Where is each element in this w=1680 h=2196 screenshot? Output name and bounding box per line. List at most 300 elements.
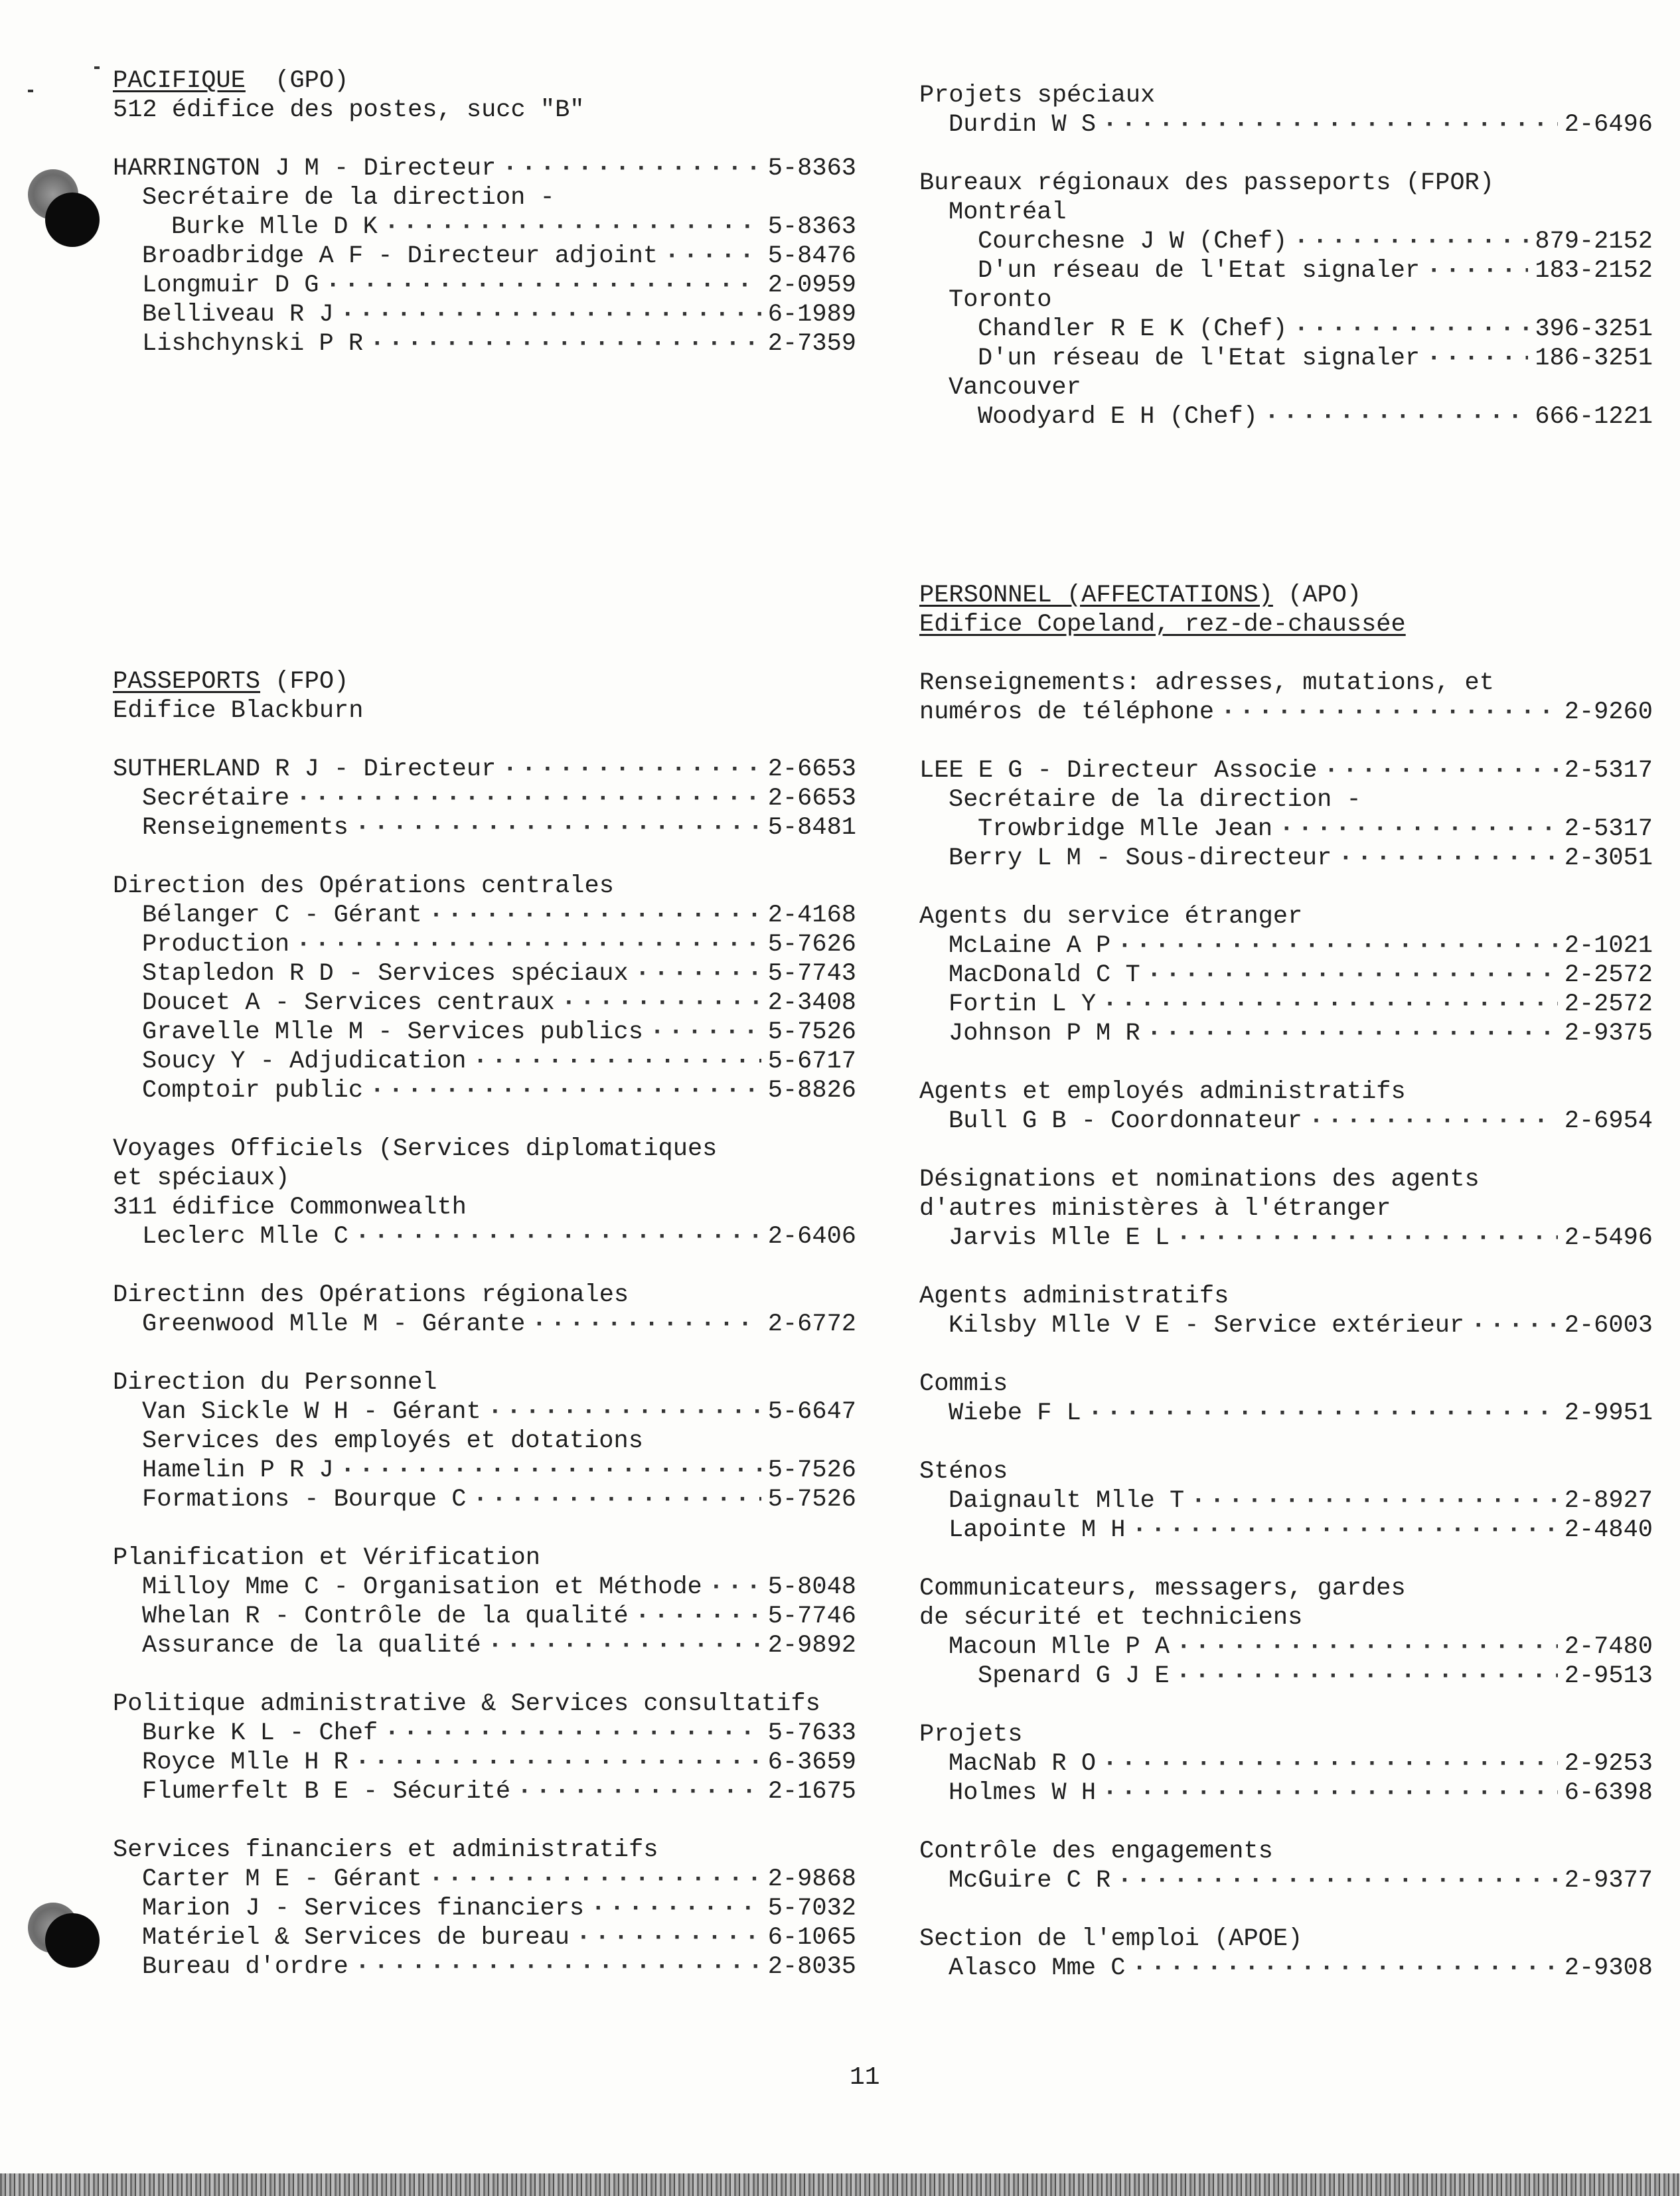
dot-leader (370, 329, 761, 358)
dot-leader (517, 1777, 761, 1806)
directory-subheading (919, 1457, 1653, 1486)
directory-subheading (919, 1603, 1653, 1632)
blank-line (919, 1895, 1653, 1924)
directory-subheading (113, 872, 856, 901)
directory-subheading (919, 668, 1653, 698)
dot-leader (370, 1076, 761, 1105)
entry-label: Woodyard E H (Chef) (978, 403, 1258, 431)
binder-hole-bottom (45, 1913, 100, 1968)
phone-extension: 879-2152 (1535, 228, 1653, 256)
phone-extension: 2-9513 (1564, 1662, 1653, 1690)
directory-subheading (919, 1924, 1653, 1954)
entry-label: Milloy Mme C - Organisation et Méthode (142, 1573, 702, 1601)
phone-extension: 5-7032 (767, 1895, 856, 1922)
phone-extension: 6-3659 (767, 1749, 856, 1776)
directory-entry (113, 1631, 856, 1660)
entry-label: Lishchynski P R (142, 330, 364, 358)
entry-label: Broadbridge A F - Directeur adjoint (142, 242, 658, 270)
directory-entry (113, 1485, 856, 1514)
entry-label: HARRINGTON J M - Directeur (113, 155, 496, 183)
entry-label: D'un réseau de l'Etat signaler (978, 345, 1420, 372)
phone-extension: 5-7743 (767, 960, 856, 988)
dot-leader (355, 1748, 761, 1777)
entry-label: Van Sickle W H - Gérant (142, 1398, 481, 1426)
blank-line (919, 1136, 1653, 1165)
directory-entry (919, 1019, 1653, 1048)
dot-leader (1088, 1399, 1558, 1428)
phone-extension: 5-8826 (767, 1077, 856, 1105)
entry-label: Politique administrative & Services consultatifs (113, 1690, 820, 1718)
blank-line (113, 1105, 856, 1135)
blank-line (113, 1806, 856, 1836)
entry-label: Alasco Mme C (949, 1954, 1126, 1982)
entry-label: Assurance de la qualité (142, 1632, 481, 1660)
entry-list (919, 81, 1653, 431)
directory-subheading (919, 1077, 1653, 1107)
blank-line (919, 1691, 1653, 1720)
dot-leader (1176, 1632, 1558, 1662)
entry-label: Commis (919, 1370, 1008, 1398)
dot-leader (1117, 931, 1558, 961)
phone-extension: 2-2572 (1564, 990, 1653, 1018)
entry-label: Fortin L Y (949, 990, 1097, 1018)
phone-extension: 5-7746 (767, 1603, 856, 1630)
entry-label: Wiebe F L (949, 1399, 1081, 1427)
directory-entry (113, 901, 856, 930)
phone-extension: 183-2152 (1535, 257, 1653, 285)
dot-leader (1294, 227, 1528, 256)
directory-entry (113, 1076, 856, 1105)
directory-subheading (113, 1135, 856, 1164)
dot-leader (355, 1952, 761, 1982)
section-heading (113, 66, 856, 96)
dot-leader (709, 1573, 761, 1602)
phone-extension: 5-8048 (767, 1573, 856, 1601)
phone-extension: 5-7526 (767, 1456, 856, 1484)
entry-label: Agents et employés administratifs (919, 1078, 1406, 1106)
directory-entry (113, 1748, 856, 1777)
entry-label: Formations - Bourque C (142, 1486, 467, 1514)
blank-line (113, 1251, 856, 1281)
directory-entry (113, 1865, 856, 1894)
dot-leader (1264, 402, 1528, 431)
directory-entry (113, 329, 856, 358)
entry-label: Communicateurs, messagers, gardes (919, 1575, 1406, 1603)
directory-entry (919, 344, 1653, 373)
phone-extension: 2-9951 (1564, 1399, 1653, 1427)
spacer (919, 639, 1653, 668)
blank-line (919, 727, 1653, 756)
phone-extension: 396-3251 (1535, 315, 1653, 343)
dot-leader (473, 1485, 761, 1514)
margin-mark (28, 90, 33, 92)
entry-label: 311 édifice Commonwealth (113, 1194, 467, 1221)
dot-leader (1132, 1954, 1557, 1983)
entry-list (113, 755, 856, 1982)
entry-label: Vancouver (949, 374, 1081, 402)
entry-label: Contrôle des engagements (919, 1838, 1273, 1865)
directory-entry (113, 271, 856, 300)
phone-extension: 2-4168 (767, 902, 856, 929)
dot-leader (635, 1602, 761, 1631)
phone-extension: 5-8476 (767, 242, 856, 270)
section-code: (APO) (1288, 582, 1362, 609)
page-number: 11 (850, 2063, 880, 2092)
directory-entry (113, 1222, 856, 1251)
entry-label: MacNab R O (949, 1750, 1097, 1778)
directory-entry (919, 1778, 1653, 1808)
phone-extension: 2-5496 (1564, 1224, 1653, 1252)
section-personnel-affectations (919, 581, 1653, 1983)
directory-entry (919, 1632, 1653, 1662)
entry-label: Voyages Officiels (Services diplomatiques (113, 1135, 718, 1163)
directory-entry (113, 1018, 856, 1047)
dot-leader (429, 901, 761, 930)
directory-entry (113, 1602, 856, 1631)
entry-label: Secrétaire de la direction - (949, 786, 1361, 814)
entry-label: Kilsby Mlle V E - Service extérieur (949, 1312, 1465, 1340)
dot-leader (1324, 756, 1558, 785)
directory-entry (919, 315, 1653, 344)
blank-line (919, 1048, 1653, 1077)
entry-label: Burke Mlle D K (171, 213, 378, 241)
dot-leader (591, 1894, 761, 1923)
phone-extension: 2-7480 (1564, 1633, 1653, 1661)
entry-label: Planification et Vérification (113, 1544, 540, 1572)
directory-subheading (113, 1543, 856, 1573)
phone-extension: 2-1675 (767, 1778, 856, 1806)
directory-subheading (919, 198, 1653, 227)
directory-entry (919, 1954, 1653, 1983)
dot-leader (502, 755, 761, 784)
dot-leader (1426, 256, 1528, 285)
entry-label: Burke K L - Chef (142, 1719, 378, 1747)
directory-entry (919, 1486, 1653, 1516)
section-code: (GPO) (275, 67, 349, 95)
directory-entry (113, 755, 856, 784)
entry-label: Doucet A - Services centraux (142, 989, 555, 1017)
entry-label: MacDonald C T (949, 961, 1140, 989)
entry-label: D'un réseau de l'Etat signaler (978, 257, 1420, 285)
entry-label: Royce Mlle H R (142, 1749, 348, 1776)
directory-subheading (919, 1837, 1653, 1866)
dot-leader (532, 1310, 761, 1339)
dot-leader (355, 813, 761, 842)
entry-label: Whelan R - Contrôle de la qualité (142, 1603, 629, 1630)
directory-entry (113, 813, 856, 842)
entry-label: Courchesne J W (Chef) (978, 228, 1288, 256)
entry-label: Projets spéciaux (919, 82, 1156, 110)
blank-line (113, 1339, 856, 1368)
dot-leader (1117, 1866, 1558, 1895)
phone-extension: 2-2572 (1564, 961, 1653, 989)
entry-list (919, 668, 1653, 1983)
margin-mark (94, 66, 100, 69)
directory-entry (113, 930, 856, 959)
phone-extension: 5-7526 (767, 1486, 856, 1514)
directory-entry (919, 1399, 1653, 1428)
blank-line (919, 1808, 1653, 1837)
phone-extension: 2-3051 (1564, 844, 1653, 872)
entry-label: Carter M E - Gérant (142, 1865, 422, 1893)
entry-label: McLaine A P (949, 932, 1111, 960)
entry-label: Stapledon R D - Services spéciaux (142, 960, 629, 988)
entry-label: Marion J - Services financiers (142, 1895, 585, 1922)
phone-extension: 5-6717 (767, 1048, 856, 1075)
dot-leader (296, 930, 761, 959)
dot-leader (325, 271, 761, 300)
directory-entry (113, 300, 856, 329)
directory-subheading (919, 902, 1653, 931)
directory-subheading (113, 1836, 856, 1865)
directory-entry (919, 815, 1653, 844)
phone-extension: 5-8363 (767, 213, 856, 241)
entry-label: LEE E G - Directeur Associe (919, 757, 1318, 785)
entry-label: Renseignements (142, 814, 348, 842)
dot-leader (1309, 1107, 1558, 1136)
directory-entry (113, 242, 856, 271)
binder-hole-top (45, 193, 100, 247)
entry-label: Trowbridge Mlle Jean (978, 815, 1273, 843)
dot-leader (1103, 110, 1558, 139)
entry-label: Gravelle Mlle M - Services publics (142, 1018, 643, 1046)
dot-leader (1191, 1486, 1558, 1516)
dot-leader (1176, 1662, 1558, 1691)
phone-extension: 2-8927 (1564, 1487, 1653, 1515)
directory-subheading (919, 169, 1653, 198)
entry-label: Projets (919, 1721, 1023, 1749)
dot-leader (488, 1397, 761, 1427)
dot-leader (1338, 844, 1557, 873)
section-address: 512 édifice des postes, succ "B" (113, 96, 585, 124)
entry-label: Macoun Mlle P A (949, 1633, 1170, 1661)
directory-subheading (113, 183, 856, 212)
entry-label: Lapointe M H (949, 1516, 1126, 1544)
directory-entry (113, 784, 856, 813)
entry-label: Durdin W S (949, 111, 1097, 139)
dot-leader (1147, 1019, 1558, 1048)
directory-entry (113, 1310, 856, 1339)
directory-entry (919, 110, 1653, 139)
phone-extension: 2-3408 (767, 989, 856, 1017)
phone-extension: 2-5317 (1564, 815, 1653, 843)
dot-leader (1426, 344, 1528, 373)
blank-line (919, 1428, 1653, 1457)
spacer (113, 125, 856, 154)
phone-extension: 2-1021 (1564, 932, 1653, 960)
dot-leader (473, 1047, 761, 1076)
phone-extension: 186-3251 (1535, 345, 1653, 372)
directory-entry (113, 1456, 856, 1485)
directory-entry (113, 1894, 856, 1923)
directory-subheading (919, 1574, 1653, 1603)
phone-extension: 666-1221 (1535, 403, 1653, 431)
directory-entry (919, 1749, 1653, 1778)
directory-subheading (919, 285, 1653, 315)
directory-subheading (113, 1193, 856, 1222)
phone-extension: 2-0959 (767, 272, 856, 299)
entry-label: Greenwood Mlle M - Gérante (142, 1310, 526, 1338)
dot-leader (1176, 1223, 1558, 1253)
blank-line (919, 1253, 1653, 1282)
directory-entry (113, 1952, 856, 1982)
phone-extension: 2-9308 (1564, 1954, 1653, 1982)
entry-label: Johnson P M R (949, 1020, 1140, 1048)
directory-entry (113, 1397, 856, 1427)
phone-extension: 2-6772 (767, 1310, 856, 1338)
blank-line (113, 1660, 856, 1689)
directory-entry (919, 1311, 1653, 1340)
section-projets-speciaux (919, 81, 1653, 431)
directory-subheading (113, 1689, 856, 1719)
dot-leader (635, 959, 761, 988)
entry-label: Renseignements: adresses, mutations, et (919, 669, 1494, 697)
phone-extension: 2-9260 (1564, 698, 1653, 726)
directory-entry (113, 959, 856, 988)
dot-leader (1221, 698, 1558, 727)
phone-extension: 6-6398 (1564, 1779, 1653, 1807)
directory-entry (919, 1866, 1653, 1895)
blank-line (919, 1545, 1653, 1574)
entry-label: Agents du service étranger (919, 903, 1303, 931)
entry-label: de sécurité et techniciens (919, 1604, 1303, 1632)
directory-subheading (919, 1370, 1653, 1399)
entry-label: Direction du Personnel (113, 1369, 437, 1397)
entry-label: Belliveau R J (142, 301, 334, 329)
entry-label: d'autres ministères à l'étranger (919, 1195, 1391, 1223)
directory-entry (919, 844, 1653, 873)
directory-entry (919, 1107, 1653, 1136)
dot-leader (1294, 315, 1528, 344)
section-heading (919, 581, 1653, 610)
phone-extension: 2-8035 (767, 1953, 856, 1981)
phone-extension: 2-6954 (1564, 1107, 1653, 1135)
directory-entry (919, 990, 1653, 1019)
entry-label: Services financiers et administratifs (113, 1836, 658, 1864)
entry-label: Longmuir D G (142, 272, 319, 299)
section-title: PASSEPORTS (113, 668, 261, 696)
entry-label: Hamelin P R J (142, 1456, 334, 1484)
dot-leader (429, 1865, 761, 1894)
phone-extension: 5-7633 (767, 1719, 856, 1747)
section-pacifique (113, 66, 856, 358)
directory-subheading (113, 1164, 856, 1193)
dot-leader (1103, 990, 1558, 1019)
entry-label: Secrétaire (142, 785, 290, 813)
blank-line (113, 842, 856, 872)
directory-entry (113, 1719, 856, 1748)
entry-label: Production (142, 931, 290, 959)
phone-extension: 2-6003 (1564, 1312, 1653, 1340)
entry-label: Section de l'emploi (APOE) (919, 1925, 1303, 1953)
entry-label: Agents administratifs (919, 1283, 1229, 1310)
directory-entry (919, 931, 1653, 961)
phone-extension: 6-1065 (767, 1924, 856, 1952)
dot-leader (341, 300, 761, 329)
directory-subheading (919, 1720, 1653, 1749)
phone-extension: 2-9892 (767, 1632, 856, 1660)
entry-label: Comptoir public (142, 1077, 364, 1105)
entry-label: Directinn des Opérations régionales (113, 1281, 629, 1309)
directory-entry (113, 154, 856, 183)
entry-label: Holmes W H (949, 1779, 1097, 1807)
directory-entry (919, 402, 1653, 431)
directory-entry (113, 1923, 856, 1952)
dot-leader (502, 154, 761, 183)
entry-label: Bureaux régionaux des passeports (FPOR) (919, 169, 1494, 197)
directory-entry (919, 1223, 1653, 1253)
phone-extension: 2-9253 (1564, 1750, 1653, 1778)
entry-label: et spéciaux) (113, 1164, 290, 1192)
entry-label: McGuire C R (949, 1867, 1111, 1895)
phone-extension: 6-1989 (767, 301, 856, 329)
phone-extension: 2-6653 (767, 785, 856, 813)
entry-label: Sténos (919, 1458, 1008, 1486)
directory-subheading (919, 1282, 1653, 1311)
entry-label: Berry L M - Sous-directeur (949, 844, 1332, 872)
phone-extension: 2-7359 (767, 330, 856, 358)
spacer (113, 726, 856, 755)
entry-label: numéros de téléphone (919, 698, 1215, 726)
directory-entry (919, 1662, 1653, 1691)
dot-leader (384, 212, 761, 242)
section-passeports (113, 667, 856, 1982)
phone-extension: 2-6406 (767, 1223, 856, 1251)
dot-leader (1132, 1516, 1557, 1545)
section-title: PERSONNEL (AFFECTATIONS) (919, 582, 1273, 609)
entry-label: Daignault Mlle T (949, 1487, 1185, 1515)
phone-extension: 2-4840 (1564, 1516, 1653, 1544)
scan-edge-band (0, 2173, 1680, 2196)
directory-subheading (919, 373, 1653, 402)
directory-entry (919, 256, 1653, 285)
directory-entry (919, 961, 1653, 990)
section-address: Edifice Blackburn (113, 697, 364, 725)
directory-entry (113, 988, 856, 1018)
entry-list (113, 154, 856, 358)
entry-label: Direction des Opérations centrales (113, 872, 614, 900)
blank-line (919, 1340, 1653, 1370)
entry-label: Bélanger C - Gérant (142, 902, 422, 929)
directory-subheading (113, 1281, 856, 1310)
entry-label: Montréal (949, 198, 1067, 226)
directory-entry (919, 756, 1653, 785)
dot-leader (576, 1923, 761, 1952)
phone-extension: 2-9375 (1564, 1020, 1653, 1048)
dot-leader (1471, 1311, 1558, 1340)
dot-leader (488, 1631, 761, 1660)
directory-entry (919, 227, 1653, 256)
directory-entry (113, 1573, 856, 1602)
directory-entry (113, 212, 856, 242)
entry-label: Bull G B - Coordonnateur (949, 1107, 1302, 1135)
phone-extension: 5-8481 (767, 814, 856, 842)
blank-line (113, 1514, 856, 1543)
phone-extension: 5-8363 (767, 155, 856, 183)
dot-leader (562, 988, 761, 1018)
dot-leader (296, 784, 761, 813)
entry-label: Flumerfelt B E - Sécurité (142, 1778, 511, 1806)
dot-leader (355, 1222, 761, 1251)
dot-leader (1147, 961, 1558, 990)
directory-subheading (919, 1194, 1653, 1223)
entry-label: Jarvis Mlle E L (949, 1224, 1170, 1252)
phone-extension: 2-9868 (767, 1865, 856, 1893)
phone-extension: 2-9377 (1564, 1867, 1653, 1895)
directory-subheading (919, 1165, 1653, 1194)
directory-entry (113, 1777, 856, 1806)
dot-leader (664, 242, 761, 271)
